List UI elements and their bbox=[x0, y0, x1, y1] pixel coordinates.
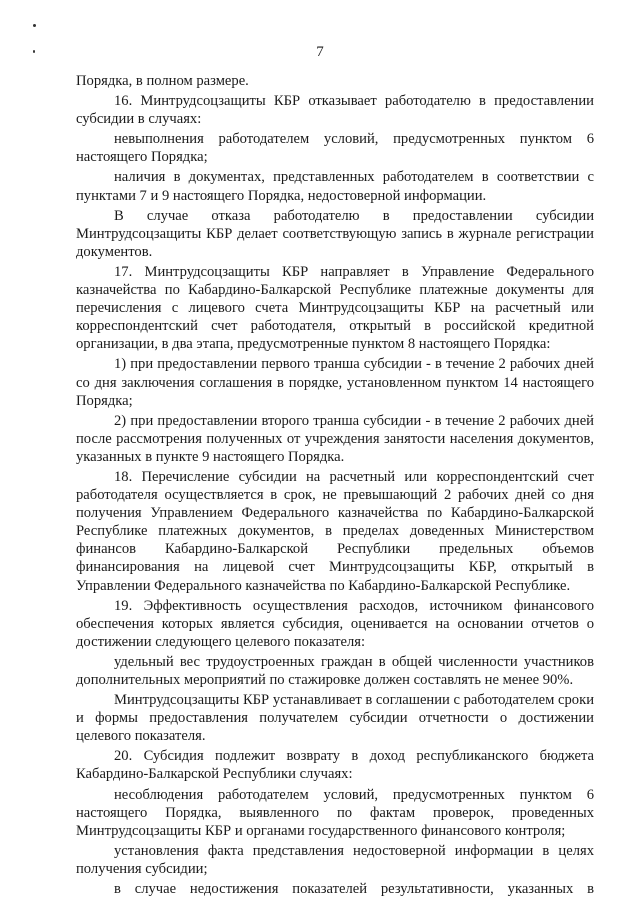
paragraph-16-refusal-record: В случае отказа работодателю в предоставлении субсидии Минтрудсоцзащиты КБР делает соответствующую запись в журнале регистрации документов. bbox=[76, 207, 594, 260]
paragraph-19-reporting: Минтрудсоцзащиты КБР устанавливает в соглашении с работодателем сроки и формы предоставления получателем субсидии отчетности о достижении целевого показателя. bbox=[76, 692, 594, 745]
paragraph-20-item-1: несоблюдения работодателем условий, предусмотренных пунктом 6 настоящего Порядка, выявленного по фактам проверок, проведенных Минтрудсоцзащиты КБР и органами государственного финансового контроля; bbox=[76, 786, 594, 839]
paragraph-16-item-2: наличия в документах, представленных работодателем в соответствии с пунктами 7 и 9 настоящего Порядка, недостоверной информации. bbox=[76, 169, 594, 204]
paragraph-20-item-2: установления факта представления недостоверной информации в целях получения субсидии; bbox=[76, 842, 594, 877]
paragraph-19: 19. Эффективность осуществления расходов, источником финансового обеспечения которых является субсидия, оценивается на основании отчетов о достижении следующего целевого показателя: bbox=[76, 597, 594, 650]
paragraph-16-item-1: невыполнения работодателем условий, предусмотренных пунктом 6 настоящего Порядка; bbox=[76, 131, 594, 166]
paragraph-19-indicator: удельный вес трудоустроенных граждан в общей численности участников дополнительных мероприятий по стажировке должен составлять не менее 90%. bbox=[76, 653, 594, 688]
paragraph-17-item-1: 1) при предоставлении первого транша субсидии - в течение 2 рабочих дней со дня заключения соглашения в порядке, установленном пунктом 14 настоящего Порядка; bbox=[76, 356, 594, 409]
paragraph-16: 16. Минтрудсоцзащиты КБР отказывает работодателю в предоставлении субсидии в случаях: bbox=[76, 93, 594, 128]
paragraph-20: 20. Субсидия подлежит возврату в доход республиканского бюджета Кабардино-Балкарской Республики случаях: bbox=[76, 748, 594, 783]
scan-speck bbox=[33, 24, 36, 27]
paragraph-continuation: Порядка, в полном размере. bbox=[76, 73, 249, 89]
page-number: 7 bbox=[316, 44, 324, 60]
document-body bbox=[76, 72, 594, 900]
paragraph-17: 17. Минтрудсоцзащиты КБР направляет в Управление Федерального казначейства по Кабардино-Балкарской Республике платежные документы для перечисления с лицевого счета Минтрудсоцзащиты КБР на расчетный или корреспондентский счет работодателя, открытый в российской кредитной организации, в два этапа, предусмотренные пунктом 8 настоящего Порядка: bbox=[76, 263, 594, 353]
paragraph-20-item-3: в случае недостижения показателей результативности, указанных в bbox=[114, 881, 594, 898]
paragraph-18: 18. Перечисление субсидии на расчетный или корреспондентский счет работодателя осуществляется в срок, не превышающий 2 рабочих дней со дня получения Управлением Федерального казначейства по Кабардино-Балкарской Республике платежных документов, в пределах доведенных Министерством финансов Кабардино-Балкарской Республики предельных объемов финансирования на лицевой счет Минтрудсоцзащиты КБР, открытый в Управлении Федерального казначейства по Кабардино-Балкарской Республике. bbox=[76, 468, 594, 594]
paragraph-17-item-2: 2) при предоставлении второго транша субсидии - в течение 2 рабочих дней после рассмотрения полученных от учреждения занятости населения документов, указанных в пункте 9 настоящего Порядка. bbox=[76, 412, 594, 465]
